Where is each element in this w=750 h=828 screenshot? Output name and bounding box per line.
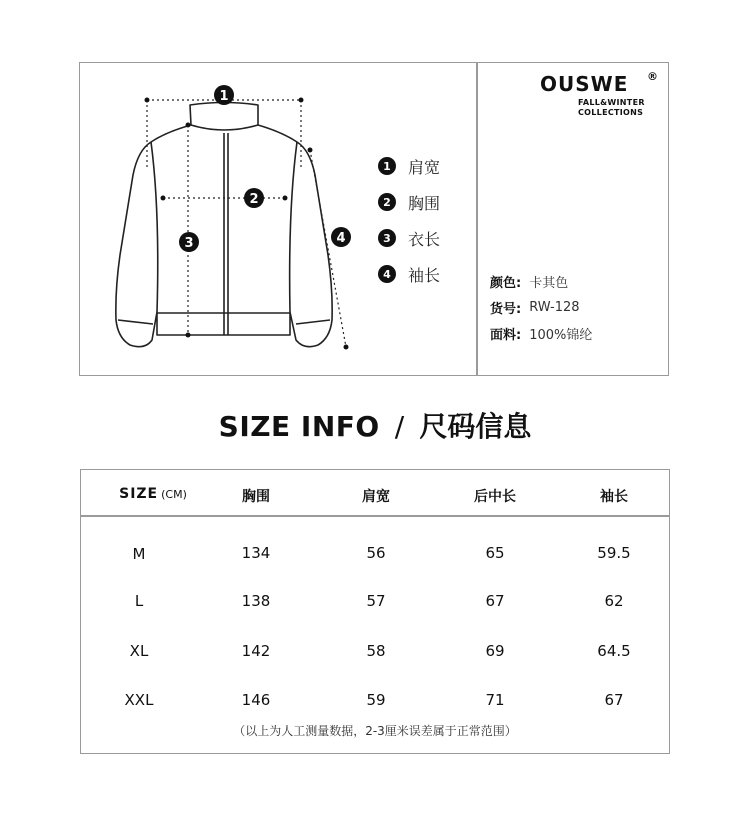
jacket-diagram bbox=[80, 63, 380, 363]
table-cell: 67 bbox=[485, 592, 505, 610]
spec-sku: 货号: RW-128 bbox=[490, 299, 580, 317]
table-cell: 134 bbox=[241, 544, 271, 562]
title-separator: / bbox=[394, 410, 405, 443]
svg-text:3: 3 bbox=[184, 236, 194, 251]
legend-item-shoulder bbox=[378, 148, 440, 184]
table-cell-size: XXL bbox=[124, 691, 154, 709]
product-specs bbox=[490, 268, 592, 346]
registered-mark: ® bbox=[647, 70, 658, 83]
measurement-legend bbox=[378, 148, 440, 292]
size-table bbox=[80, 469, 670, 754]
table-cell-size: XL bbox=[129, 642, 149, 660]
table-cell-size: M bbox=[132, 545, 146, 563]
table-cell: 62 bbox=[604, 592, 624, 610]
table-cell: 146 bbox=[241, 691, 271, 709]
legend-number: 2 bbox=[378, 193, 396, 211]
header-size: SIZE (CM) bbox=[119, 486, 187, 502]
brand-logo bbox=[540, 70, 658, 118]
marker-1 bbox=[214, 85, 234, 105]
table-cell: 142 bbox=[241, 642, 271, 660]
legend-label: 胸围 bbox=[408, 193, 441, 213]
legend-item-length bbox=[378, 220, 440, 256]
table-cell-size: L bbox=[134, 592, 144, 610]
brand-subtitle-1: FALL&WINTER bbox=[578, 98, 645, 107]
spec-color: 颜色: 卡其色 bbox=[490, 275, 569, 291]
legend-number: 1 bbox=[378, 157, 396, 175]
header-sleeve: 袖长 bbox=[600, 489, 628, 505]
panel-divider bbox=[476, 62, 478, 376]
legend-label: 袖长 bbox=[408, 265, 441, 285]
legend-number: 3 bbox=[378, 229, 396, 247]
size-info-title bbox=[0, 405, 750, 445]
table-cell: 59 bbox=[366, 691, 386, 709]
marker-4 bbox=[331, 227, 351, 247]
header-back-length: 后中长 bbox=[474, 489, 516, 505]
measurement-note: （以上为人工测量数据，2-3厘米误差属于正常范围） bbox=[233, 724, 517, 738]
table-cell: 56 bbox=[366, 544, 386, 562]
table-cell: 59.5 bbox=[597, 544, 631, 562]
title-chinese: 尺码信息 bbox=[419, 410, 532, 443]
legend-item-chest bbox=[378, 184, 440, 220]
table-cell: 64.5 bbox=[597, 642, 631, 660]
svg-text:1: 1 bbox=[219, 89, 229, 104]
legend-label: 肩宽 bbox=[408, 157, 441, 177]
legend-item-sleeve bbox=[378, 256, 440, 292]
svg-text:4: 4 bbox=[336, 231, 346, 246]
marker-2 bbox=[244, 188, 264, 208]
table-cell: 65 bbox=[485, 544, 505, 562]
header-shoulder: 肩宽 bbox=[362, 489, 390, 505]
marker-3 bbox=[179, 232, 199, 252]
table-cell: 71 bbox=[485, 691, 505, 709]
spec-fabric: 面料: 100%锦纶 bbox=[490, 327, 593, 343]
table-cell: 69 bbox=[485, 642, 505, 660]
header-divider bbox=[81, 515, 669, 517]
table-cell: 58 bbox=[366, 642, 386, 660]
legend-number: 4 bbox=[378, 265, 396, 283]
title-english: SIZE INFO bbox=[218, 410, 380, 443]
svg-text:2: 2 bbox=[249, 192, 259, 207]
brand-name: OUSWE bbox=[540, 72, 629, 96]
table-cell: 67 bbox=[604, 691, 624, 709]
legend-label: 衣长 bbox=[408, 229, 441, 249]
table-cell: 138 bbox=[241, 592, 271, 610]
header-chest: 胸围 bbox=[242, 489, 270, 505]
brand-subtitle-2: COLLECTIONS bbox=[578, 108, 644, 117]
table-cell: 57 bbox=[366, 592, 386, 610]
